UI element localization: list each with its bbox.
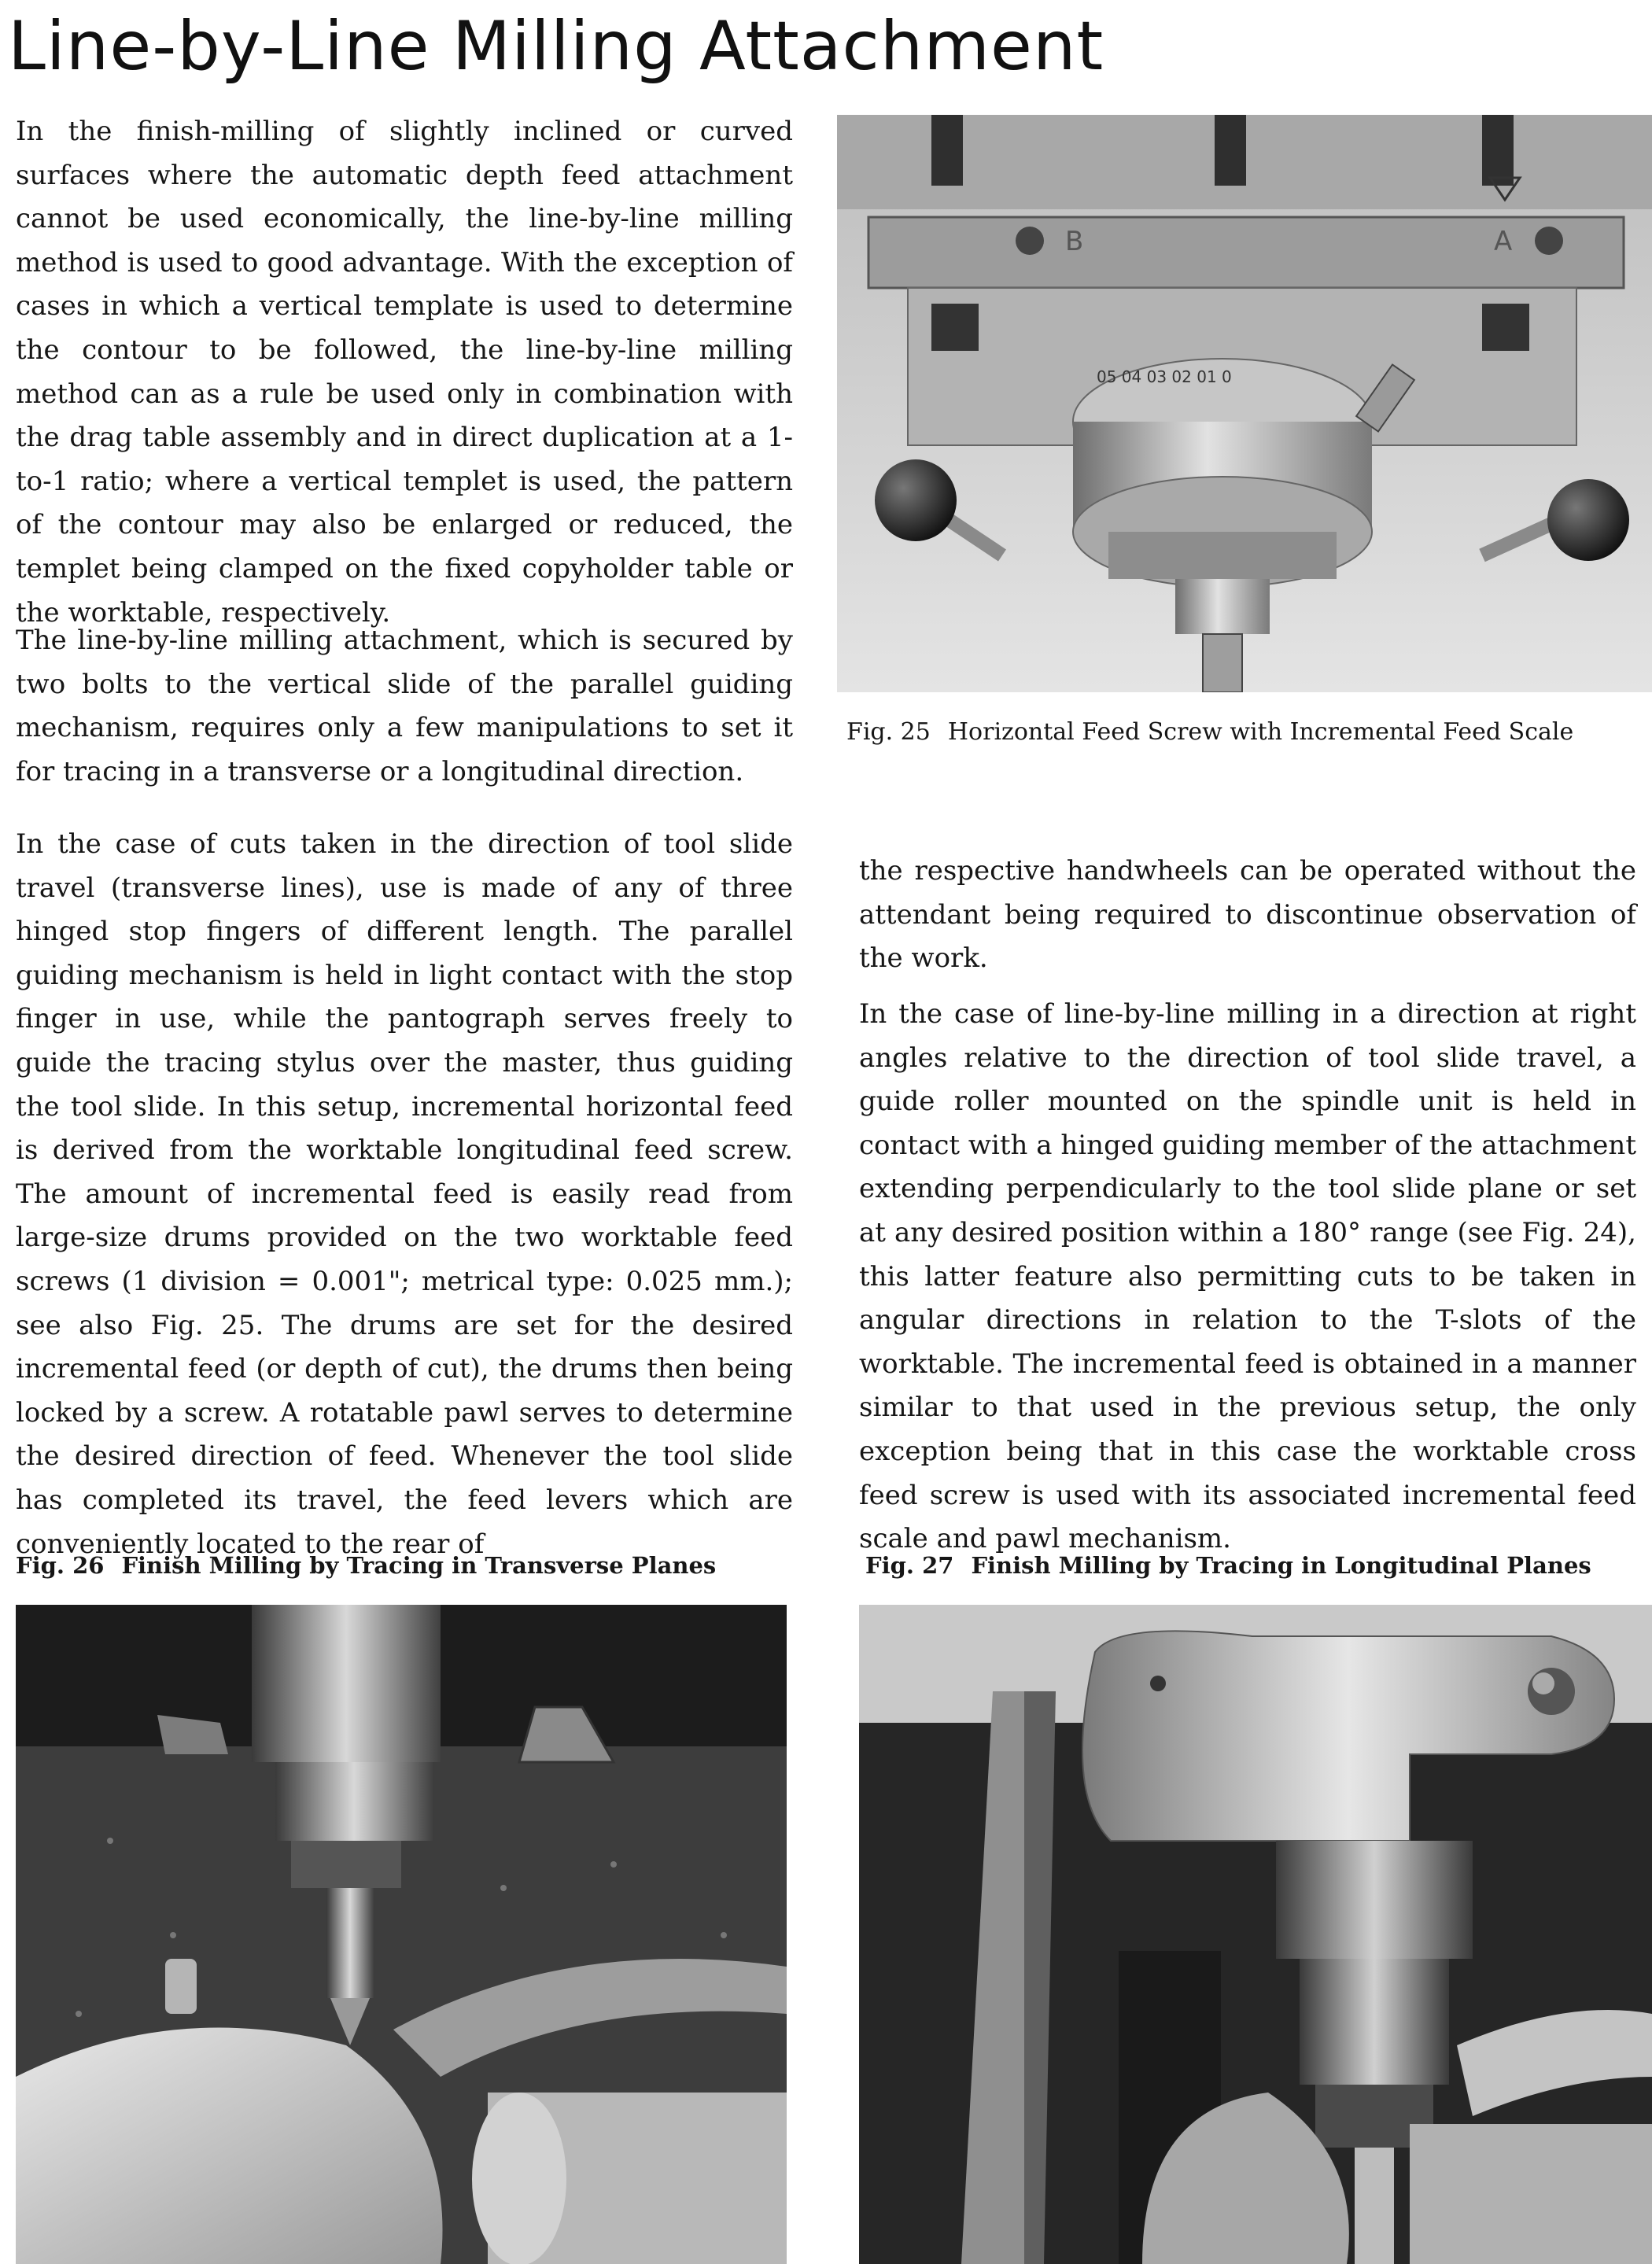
fig27-number: Fig. 27 (865, 1552, 954, 1579)
fig26-photo (16, 1605, 787, 2264)
right-paragraph-2: In the case of line-by-line milling in a direction at right angles relative to the direction of tool slide travel, a guide roller mounted on the spindle unit is held in contact with a hinged guiding member of the attachment extending perpendicularly to the tool slide plane or set at any desired position within a 180° range (see Fig. 24), this latter feature also permitting cuts to be taken in angular directions in relation to the T-slots of the worktable. The incremental feed is obtained in a manner similar to that used in the previous setup, the only exception being that in this case the worktable cross feed screw is used with its associated incremental feed scale and pawl mechanism. (859, 998, 1636, 1555)
fig26-caption-block (16, 1550, 716, 1581)
fig27-photo (859, 1605, 1652, 2264)
fig25-photo (837, 115, 1652, 692)
page-title: Line-by-Line Milling Attachment (8, 7, 1104, 86)
fig26-number: Fig. 26 (16, 1552, 105, 1579)
fig27-caption: Finish Milling by Tracing in Longitudinal Planes (971, 1552, 1591, 1579)
fig27-caption-block (865, 1550, 1591, 1581)
fig25-caption-block (846, 717, 1573, 748)
fig26-caption: Finish Milling by Tracing in Transverse Planes (121, 1552, 717, 1579)
fig25-illustration (837, 115, 1652, 692)
fig25-number: Fig. 25 (846, 718, 931, 746)
fig25-scale-numbers: 05 04 03 02 01 0 (1097, 367, 1232, 386)
fig25-caption: Horizontal Feed Screw with Incremental Feed Scale (947, 718, 1574, 746)
fig25-label-a: A (1494, 226, 1513, 257)
right-paragraph-1: the respective handwheels can be operated without the attendant being required to discontinue observation of the work. (859, 855, 1636, 975)
fig27-illustration (859, 1605, 1652, 2264)
fig26-illustration (16, 1605, 787, 2264)
fig25-label-b: B (1065, 226, 1084, 257)
left-paragraph-3: In the case of cuts taken in the direction of tool slide travel (transverse lines), use is made of any of three hinged stop fingers of different length. The parallel guiding mechanism is held in light contact with the stop finger in use, while the pantograph serves freely to guide the tracing stylus over the master, thus guiding the tool slide. In this setup, incremental horizontal feed is derived from the worktable longitudinal feed screw. The amount of incremental feed is easily read from large-size drums provided on the two worktable feed screws (1 division = 0.001"; metrical type: 0.025 mm.); see also Fig. 25. The drums are set for the desired incremental feed (or depth of cut), the drums then being locked by a screw. A rotatable pawl serves to determine the desired direction of feed. Whenever the tool slide has completed its travel, the feed levers which are conveniently located to the rear of (16, 828, 793, 1560)
left-paragraph-2: The line-by-line milling attachment, which is secured by two bolts to the vertical slide of the parallel guiding mechanism, requires only a few manipulations to set it for tracing in a transverse or a longitudinal direction. (16, 625, 793, 787)
left-paragraph-1: In the finish-milling of slightly inclined or curved surfaces where the automatic depth feed attachment cannot be used economically, the line-by-line milling method is used to good advantage. With the exception of cases in which a vertical template is used to determine the contour to be followed, the line-by-line milling method can as a rule be used only in combination with the drag table assembly and in direct duplication at a 1-to-1 ratio; where a vertical templet is used, the pattern of the contour may also be enlarged or reduced, the templet being clamped on the fixed copyholder table or the worktable, respectively. (16, 116, 793, 629)
